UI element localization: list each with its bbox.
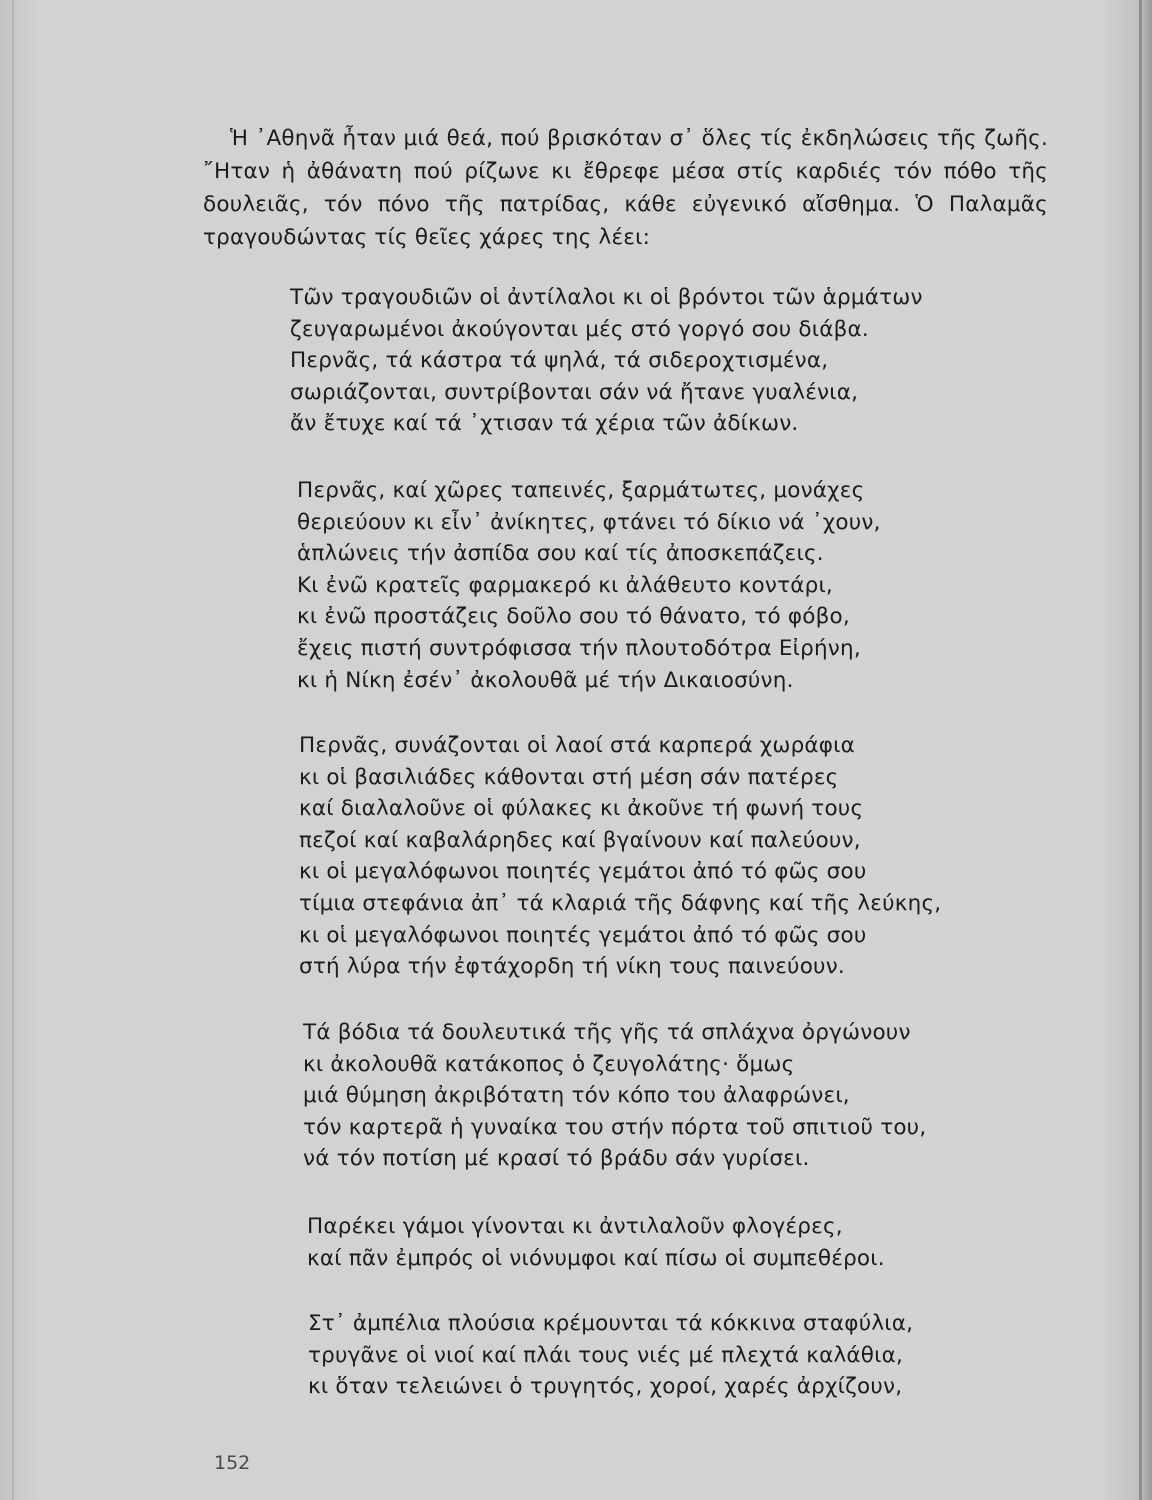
poem-line: μιά θύμηση ἀκριβότατη τόν κόπο του ἀλαφρώνει, <box>303 1083 850 1109</box>
poem-line: κι οἱ μεγαλόφωνοι ποιητές γεμάτοι ἀπό τό φῶς σου <box>299 922 867 948</box>
poem-line: ζευγαρωμένοι ἀκούγονται μές στό γοργό σου διάβα. <box>290 316 869 342</box>
page-edge-left <box>12 0 14 1500</box>
poem-line: ἔχεις πιστή συντρόφισσα τήν πλουτοδότρα Εἰρήνη, <box>297 635 861 661</box>
poem-line: τίμια στεφάνια ἀπ᾽ τά κλαριά τῆς δάφνης καί τῆς λεύκης, <box>299 890 942 916</box>
intro-paragraph: Ἡ ᾽Αθηνᾶ ἦταν μιά θεά, πού βρισκόταν σ᾽ ὅλες τίς ἐκδηλώσεις τῆς ζωῆς. ῎Ηταν ἡ ἀθάνατη πού ρίζωνε κι ἔθρεφε μέσα στίς καρδιές τόν πόθο τῆς δουλειᾶς, τόν πόνο τῆς πατρίδας, κάθε εὐγενικό αἴσθημα. Ὁ Παλαμᾶς τραγουδώντας τίς θεῖες χάρες της λέει: <box>203 126 1048 250</box>
poem-line: Τά βόδια τά δουλευτικά τῆς γῆς τά σπλάχνα ὀργώνουν <box>303 1020 911 1045</box>
poem-line: τόν καρτερᾶ ἡ γυναίκα του στήν πόρτα τοῦ σπιτιοῦ του, <box>303 1114 927 1140</box>
poem-line: θεριεύουν κι εἶν᾽ ἀνίκητες, φτάνει τό δίκιο νά ᾽χουν, <box>297 509 881 535</box>
poem-line: κι ἐνῶ προστάζεις δοῦλο σου τό θάνατο, τό φόβο, <box>297 604 850 630</box>
poem-line: νά τόν ποτίση μέ κρασί τό βράδυ σάν γυρίσει. <box>303 1146 810 1172</box>
poem-line: κι ἡ Νίκη ἐσέν᾽ ἀκολουθᾶ μέ τήν Δικαιοσύνη. <box>297 667 794 693</box>
poem-line: Στ᾽ ἀμπέλια πλούσια κρέμουνται τά κόκκινα σταφύλια, <box>308 1311 914 1336</box>
poem-line: κι οἱ μεγαλόφωνοι ποιητές γεμάτοι ἀπό τό φῶς σου <box>299 859 867 885</box>
poem-stanza-4 <box>303 1017 926 1175</box>
poem-stanza-2 <box>297 475 881 696</box>
poem-line: Περνᾶς, τά κάστρα τά ψηλά, τά σιδεροχτισμένα, <box>290 348 829 374</box>
poem-line: τρυγᾶνε οἱ νιοί καί πλάι τους νιές μέ πλεχτά καλάθια, <box>308 1342 904 1368</box>
page-number: 152 <box>214 1452 251 1474</box>
page-edge-right <box>1139 0 1142 1500</box>
poem-line: Τῶν τραγουδιῶν οἱ ἀντίλαλοι κι οἱ βρόντοι τῶν ἁρμάτων <box>290 285 923 310</box>
poem-line: κι ὅταν τελειώνει ὁ τρυγητός, χοροί, χαρές ἀρχίζουν, <box>308 1374 903 1400</box>
poem-line: πεζοί καί καβαλάρηδες καί βγαίνουν καί παλεύουν, <box>299 827 861 853</box>
poem-line: καί πᾶν ἐμπρός οἱ νιόνυμφοι καί πίσω οἱ συμπεθέροι. <box>307 1245 885 1271</box>
poem-line: σωριάζονται, συντρίβονται σάν νά ἤτανε γυαλένια, <box>290 379 859 405</box>
poem-line: κι ἀκολουθᾶ κατάκοπος ὁ ζευγολάτης· ὅμως <box>303 1051 795 1077</box>
poem-stanza-5 <box>307 1211 885 1274</box>
poem-stanza-1 <box>290 282 923 440</box>
poem-line: στή λύρα τήν ἐφτάχορδη τή νίκη τους παινεύουν. <box>299 954 845 980</box>
poem-stanza-6 <box>308 1308 913 1403</box>
poem-line: Περνᾶς, συνάζονται οἱ λαοί στά καρπερά χωράφια <box>299 733 856 758</box>
poem-line: Παρέκει γάμοι γίνονται κι ἀντιλαλοῦν φλογέρες, <box>307 1214 843 1239</box>
poem-line: Περνᾶς, καί χῶρες ταπεινές, ξαρμάτωτες, μονάχες <box>297 478 865 503</box>
poem-line: ἄν ἔτυχε καί τά ᾽χτισαν τά χέρια τῶν ἀδίκων. <box>290 411 799 437</box>
poem-line: ἁπλώνεις τήν ἀσπίδα σου καί τίς ἀποσκεπάζεις. <box>297 541 824 567</box>
poem-line: Κι ἐνῶ κρατεῖς φαρμακερό κι ἀλάθευτο κοντάρι, <box>297 572 833 598</box>
poem-stanza-3 <box>299 730 941 983</box>
poem-line: κι οἱ βασιλιάδες κάθονται στή μέση σάν πατέρες <box>299 764 839 790</box>
poem-line: καί διαλαλοῦνε οἱ φύλακες κι ἀκοῦνε τή φωνή τους <box>299 796 864 822</box>
